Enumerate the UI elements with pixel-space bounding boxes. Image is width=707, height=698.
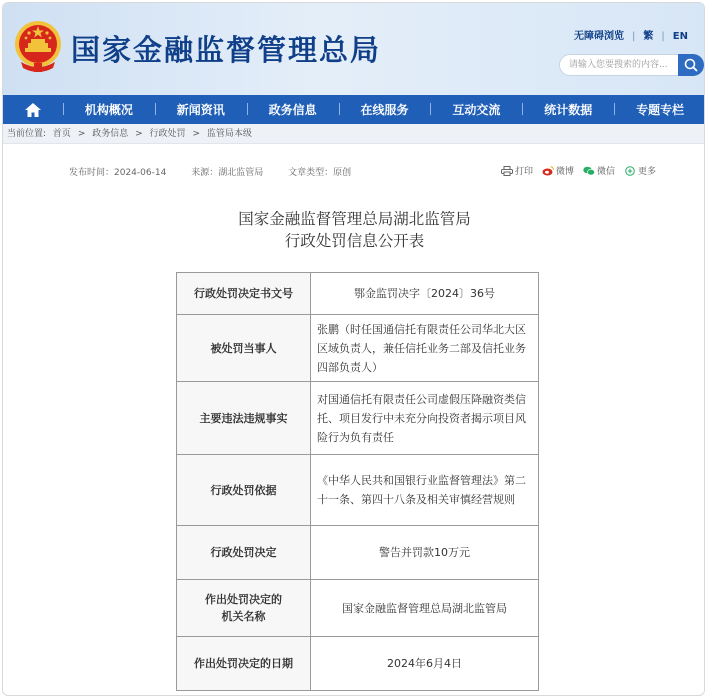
table-value-cell: 警告并罚款10万元	[311, 526, 539, 580]
breadcrumb-separator: >	[77, 129, 86, 139]
english-link[interactable]: EN	[672, 31, 688, 42]
table-value-cell: 《中华人民共和国银行业监督管理法》第二十一条、第四十八条及相关审慎经营规则	[311, 455, 539, 526]
nav-item-news[interactable]: 新闻资讯	[155, 101, 247, 118]
main-nav	[3, 95, 705, 124]
table-value-cell: 国家金融监督管理总局湖北监管局	[311, 580, 539, 637]
print-button[interactable]	[501, 164, 533, 177]
breadcrumb-separator: >	[192, 129, 200, 139]
accessibility-link[interactable]: 无障碍浏览	[574, 31, 625, 42]
plus-circle-icon	[624, 166, 636, 176]
wechat-icon	[583, 166, 595, 176]
penalty-info-table	[176, 272, 539, 691]
wechat-share-button[interactable]	[583, 164, 615, 177]
link-separator: |	[661, 31, 665, 42]
publish-time: 发布时间：2024-06-14	[69, 168, 167, 178]
breadcrumb-item-gov-info[interactable]: 政务信息	[92, 129, 129, 139]
more-share-button[interactable]	[624, 164, 656, 177]
table-row	[177, 526, 539, 580]
search-button[interactable]	[678, 54, 704, 76]
table-key-cell: 行政处罚决定	[177, 526, 311, 580]
table-value-cell: 张鹏（时任国通信托有限责任公司华北大区区域负责人，兼任信托业务二部及信托业务四部负责人）	[311, 315, 539, 382]
table-key-cell: 被处罚当事人	[177, 315, 311, 382]
document-title-line2: 行政处罚信息公开表	[284, 232, 425, 250]
link-separator: |	[632, 31, 636, 42]
page	[2, 2, 705, 696]
nav-item-government-info[interactable]: 政务信息	[247, 101, 339, 118]
site-title[interactable]: 国家金融监督管理总局	[71, 33, 382, 67]
table-key-cell: 主要违法违规事实	[177, 382, 311, 455]
search-input[interactable]: 请输入您要搜索的内容...	[559, 54, 679, 76]
article-meta	[69, 165, 373, 178]
table-key-line: 机关名称	[221, 610, 266, 623]
search-icon	[678, 54, 704, 76]
nav-home[interactable]	[3, 95, 63, 124]
table-row	[177, 580, 539, 637]
breadcrumb-label: 当前位置:	[7, 129, 47, 139]
breadcrumb-separator: >	[135, 129, 143, 139]
table-value-cell: 2024年6月4日	[311, 637, 539, 691]
weibo-label: 微博	[556, 167, 575, 177]
article-type: 文章类型：原创	[288, 168, 352, 178]
table-row	[177, 315, 539, 382]
more-label: 更多	[638, 167, 657, 177]
document-title-line1: 国家金融监督管理总局湖北监管局	[238, 210, 471, 228]
share-bar	[501, 164, 665, 177]
breadcrumb	[3, 124, 705, 144]
weibo-icon	[542, 166, 554, 176]
nav-item-statistics[interactable]: 统计数据	[522, 101, 614, 118]
breadcrumb-item-penalty[interactable]: 行政处罚	[149, 129, 186, 139]
nav-item-special-topics[interactable]: 专题专栏	[614, 101, 705, 118]
table-key-cell: 行政处罚决定书文号	[177, 273, 311, 315]
table-key-cell	[177, 580, 311, 637]
article-source: 来源：湖北监管局	[191, 168, 264, 178]
table-value-cell: 对国通信托有限责任公司虚假压降融资类信托、项目发行中未充分向投资者揭示项目风险行为负有责任	[311, 382, 539, 455]
printer-icon	[501, 166, 513, 176]
top-links	[574, 27, 688, 42]
weibo-share-button[interactable]	[542, 164, 574, 177]
site-header	[3, 3, 705, 95]
table-key-line: 作出处罚决定的	[205, 593, 282, 606]
table-key-cell: 行政处罚依据	[177, 455, 311, 526]
document-title	[3, 208, 705, 252]
national-emblem-icon	[13, 18, 63, 76]
nav-item-about[interactable]: 机构概况	[63, 101, 155, 118]
table-row	[177, 637, 539, 691]
wechat-label: 微信	[597, 167, 616, 177]
table-row	[177, 273, 539, 315]
traditional-chinese-link[interactable]: 繁	[643, 31, 654, 42]
table-row	[177, 455, 539, 526]
home-icon	[25, 103, 41, 117]
nav-item-interaction[interactable]: 互动交流	[430, 101, 522, 118]
breadcrumb-item-home[interactable]: 首页	[52, 129, 71, 139]
table-value-cell: 鄂金监罚决字〔2024〕36号	[311, 273, 539, 315]
print-label: 打印	[515, 167, 534, 177]
nav-item-online-services[interactable]: 在线服务	[339, 101, 431, 118]
table-row	[177, 382, 539, 455]
breadcrumb-item-local-bureau[interactable]: 监管局本级	[206, 129, 252, 139]
table-key-cell: 作出处罚决定的日期	[177, 637, 311, 691]
